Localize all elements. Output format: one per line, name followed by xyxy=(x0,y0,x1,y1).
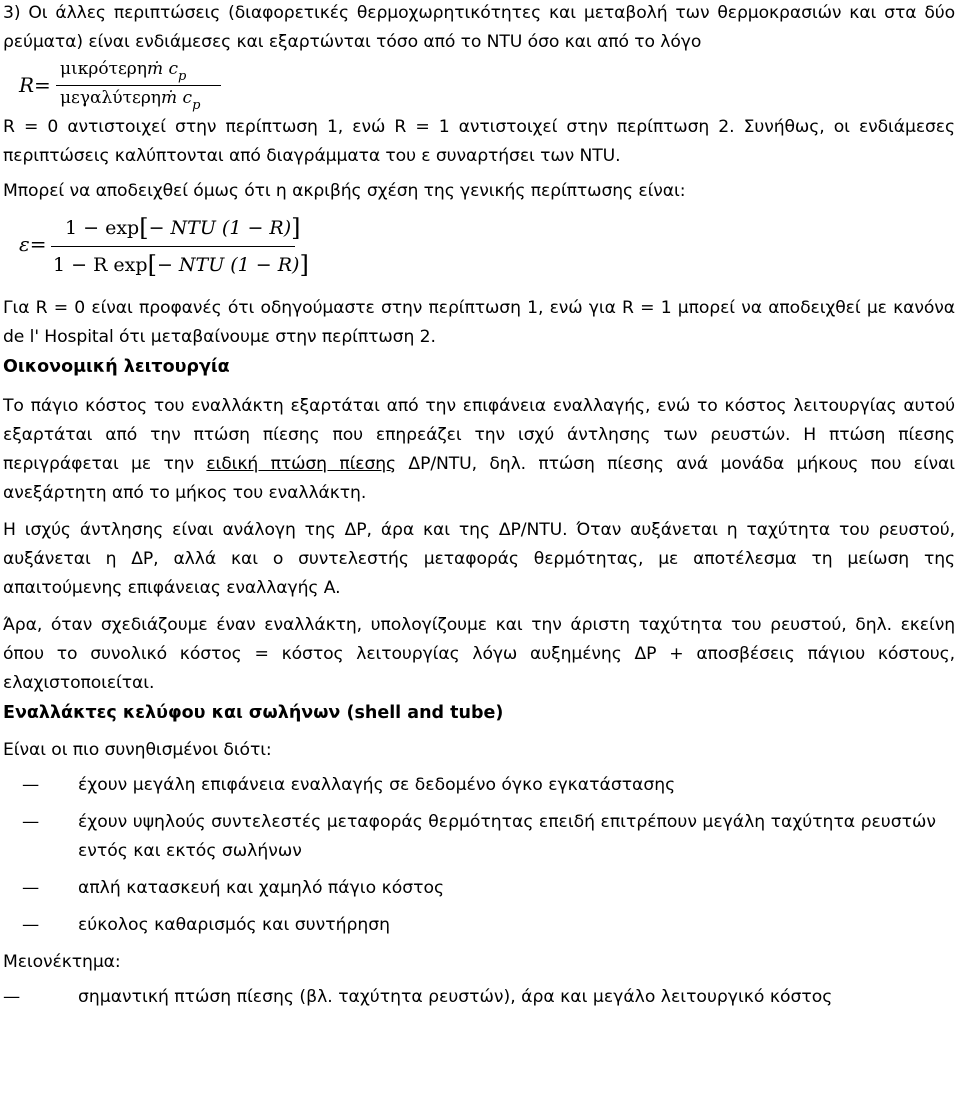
formula-r-den-sub: p xyxy=(192,98,201,113)
advantages-list xyxy=(3,771,955,940)
dash-bullet: — xyxy=(22,812,40,832)
formula-ratio-r xyxy=(3,59,955,113)
disadvantage-text: σημαντική πτώση πίεσης (βλ. ταχύτητα ρευστών), άρα και μεγάλο λειτουργικό κόστος xyxy=(78,987,833,1007)
paragraph-cases-intro: 3) Οι άλλες περιπτώσεις (διαφορετικές θερμοχωρητικότητες και μεταβολή των θερμοκρασιών και στα δύο ρεύματα) είναι ενδιάμεσες και εξαρτώνται τόσο από το NTU όσο και από το λόγο xyxy=(3,3,955,52)
formula-r-denominator xyxy=(60,88,201,113)
right-bracket: ] xyxy=(291,214,301,242)
formula-eps-num-b: − NTU (1 − R) xyxy=(148,217,292,239)
disadvantages-list xyxy=(3,983,955,1012)
formula-eps-den-b: − NTU (1 − R) xyxy=(156,254,300,276)
left-bracket: [ xyxy=(139,214,149,242)
formula-r-num-sub: p xyxy=(178,69,187,84)
formula-eps-den-a: 1 − R exp xyxy=(53,254,148,276)
formula-r-fraction-bar xyxy=(56,85,221,86)
dash-bullet: — xyxy=(3,987,21,1007)
paragraph-optimal-design: Άρα, όταν σχεδιάζουμε έναν εναλλάκτη, υπολογίζουμε και την άριστη ταχύτητα του ρευστού, δηλ. εκείνη όπου το συνολικό κόστος = κόστος λειτουργίας λόγω αυξημένης ΔP + αποσβέσεις πάγιου κόστους, ελαχιστοποιείται. xyxy=(3,615,955,693)
list-item xyxy=(3,874,955,903)
list-item xyxy=(3,983,955,1012)
advantage-text: έχουν μεγάλη επιφάνεια εναλλαγής σε δεδομένο όγκο εγκατάστασης xyxy=(78,775,676,795)
formula-r-lhs: R= xyxy=(19,73,51,97)
right-bracket: ] xyxy=(299,251,309,279)
dash-bullet: — xyxy=(22,915,40,935)
advantage-text: απλή κατασκευή και χαμηλό πάγιο κόστος xyxy=(78,878,445,898)
formula-eps-lhs: ε= xyxy=(19,232,47,256)
advantage-text: έχουν υψηλούς συντελεστές μεταφοράς θερμότητας επειδή επιτρέπουν μεγάλη ταχύτητα ρευστών εντός και εκτός σωλήνων xyxy=(78,812,936,861)
formula-effectiveness xyxy=(3,210,955,282)
formula-eps-num-a: 1 − exp xyxy=(65,217,140,239)
formula-eps-fraction-bar xyxy=(51,246,295,247)
paragraph-r-cases: R = 0 αντιστοιχεί στην περίπτωση 1, ενώ R = 1 αντιστοιχεί στην περίπτωση 2. Συνήθως, οι ενδιάμεσες περιπτώσεις καλύπτονται από διαγράμματα του ε συναρτήσει των NTU. xyxy=(3,117,955,166)
specific-pressure-drop-link[interactable]: ειδική πτώση πίεσης xyxy=(206,454,397,474)
formula-r-den-mdot: ṁ xyxy=(161,88,178,108)
paragraph-limits: Για R = 0 είναι προφανές ότι οδηγούμαστε στην περίπτωση 1, ενώ για R = 1 μπορεί να αποδειχθεί με κανόνα de l' Hospital ότι μεταβαίνουμε στην περίπτωση 2. xyxy=(3,298,955,347)
advantage-text: εύκολος καθαρισμός και συντήρηση xyxy=(78,915,391,935)
formula-r-den-c: c xyxy=(182,88,193,108)
dash-bullet: — xyxy=(22,775,40,795)
paragraph-common-reasons: Είναι οι πιο συνηθισμένοι διότι: xyxy=(3,740,272,760)
paragraph-cost xyxy=(3,392,955,508)
formula-r-num-mdot: ṁ xyxy=(146,59,164,79)
formula-r-den-word: μεγαλύτερη xyxy=(60,88,161,108)
document-page xyxy=(3,0,955,1020)
formula-r-num-c: c xyxy=(168,59,179,79)
dash-bullet: — xyxy=(22,878,40,898)
left-bracket: [ xyxy=(147,251,157,279)
list-item xyxy=(3,808,955,866)
formula-eps-denominator xyxy=(53,249,309,277)
formula-r-numerator xyxy=(60,59,187,84)
list-item xyxy=(3,771,955,800)
paragraph-exact-relation: Μπορεί να αποδειχθεί όμως ότι η ακριβής σχέση της γενικής περίπτωσης είναι: xyxy=(3,181,686,201)
formula-r-num-word: μικρότερη xyxy=(60,59,147,79)
list-item xyxy=(3,911,955,940)
paragraph-cost-text-a: Το πάγιο κόστος του εναλλάκτη εξαρτάται από την επιφάνεια εναλλαγής, ενώ το κόστος λειτουργίας αυτού εξαρτάται από την πτώση πίεσης που επηρεάζει την ισχύ άντλησης των ρευστών. Η πτώση πίεσης περιγράφεται με την xyxy=(3,396,955,474)
label-disadvantages: Μειονέκτημα: xyxy=(3,952,121,972)
paragraph-pumping-power: Η ισχύς άντλησης είναι ανάλογη της ΔP, άρα και της ΔP/NTU. Όταν αυξάνεται η ταχύτητα του ρευστού, αυξάνεται η ΔP, αλλά και ο συντελεστής μεταφοράς θερμότητας, με αποτέλεσμα τη μείωση της απαιτούμενης επιφάνειας εναλλαγής A. xyxy=(3,520,955,598)
paragraph-cost-text-b: ΔP/NTU, δηλ. πτώση πίεσης ανά μονάδα μήκους που είναι ανεξάρτητη από το μήκος του εναλλάκτη. xyxy=(3,454,956,503)
heading-shell-and-tube: Εναλλάκτες κελύφου και σωλήνων (shell and tube) xyxy=(3,703,504,723)
formula-eps-numerator xyxy=(65,212,301,240)
heading-economic-operation: Οικονομική λειτουργία xyxy=(3,357,230,377)
